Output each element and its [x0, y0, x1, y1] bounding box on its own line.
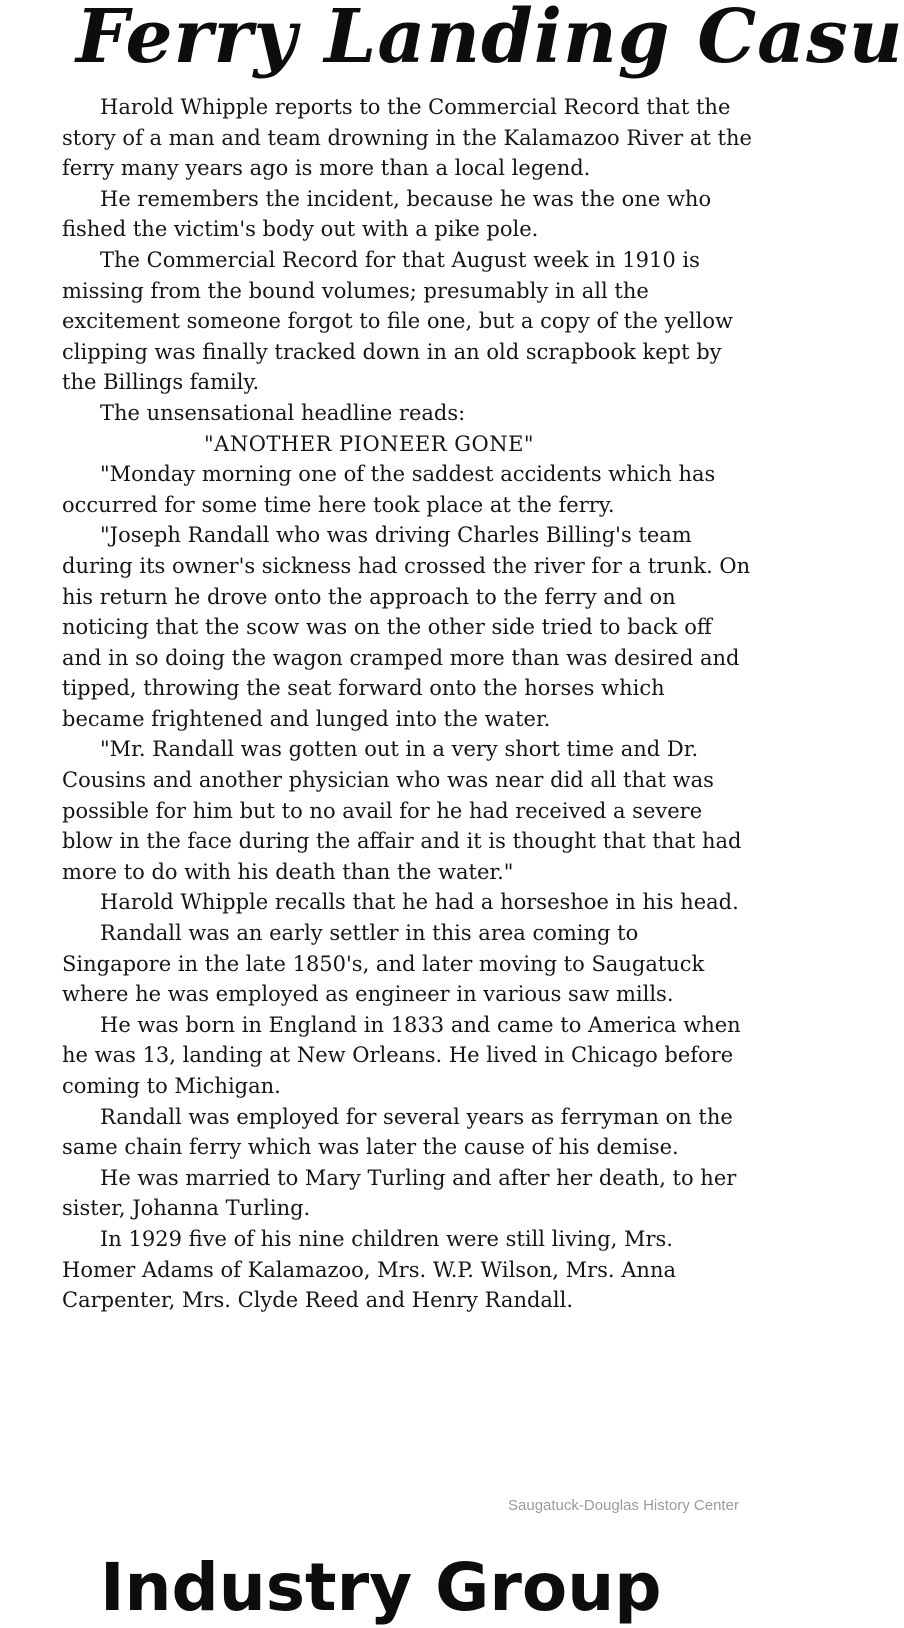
- article-body: [62, 92, 752, 1316]
- article-paragraph: The Commercial Record for that August week in 1910 is missing from the bound volumes; presumably in all the excitement someone forgot to file one, but a copy of the yellow clipping was finally tracked down in an old scrapbook kept by the Billings family.: [62, 247, 733, 395]
- article-paragraph: Harold Whipple reports to the Commercial Record that the story of a man and team drowning in the Kalamazoo River at the ferry many years ago is more than a local legend.: [62, 95, 752, 181]
- article-paragraph: He was born in England in 1833 and came to America when he was 13, landing at New Orleans. He lived in Chicago before coming to Michigan.: [62, 1012, 741, 1098]
- next-article-headline: Industry Group: [100, 1549, 662, 1626]
- article-paragraph: Randall was employed for several years as ferryman on the same chain ferry which was later the cause of his demise.: [62, 1104, 733, 1160]
- watermark: Saugatuck-Douglas History Center: [508, 1497, 739, 1514]
- article-paragraph: He remembers the incident, because he was the one who fished the victim's body out with a pike pole.: [62, 186, 712, 242]
- article-paragraph: "Monday morning one of the saddest accidents which has occurred for some time here took place at the ferry.: [62, 462, 716, 517]
- quoted-headline: "ANOTHER PIONEER GONE": [204, 431, 535, 456]
- article-paragraph: "Joseph Randall who was driving Charles Billing's team during its owner's sickness had crossed the river for a trunk. On his return he drove onto the approach to the ferry and on noticing that the scow was on the other side tried to back off and in so doing the wagon cramped more than was desired and tipped, throwing the seat forward onto the horses which became frightened and lunged into the water.: [62, 523, 751, 731]
- article-paragraph: In 1929 five of his nine children were still living, Mrs. Homer Adams of Kalamazoo, Mrs. W.P. Wilson, Mrs. Anna Carpenter, Mrs. Clyde Reed and Henry Randall.: [62, 1226, 677, 1313]
- article-paragraph: The unsensational headline reads:: [100, 400, 466, 425]
- article-paragraph: "Mr. Randall was gotten out in a very short time and Dr. Cousins and another physician who was near did all that was possible for him but to no avail for he had received a severe blow in the face during the affair and it is thought that that had more to do with his death than the water.": [62, 737, 742, 884]
- article-paragraph: Randall was an early settler in this area coming to Singapore in the late 1850's, and later moving to Saugatuck where he was employed as engineer in various saw mills.: [62, 921, 705, 1007]
- article-paragraph: He was married to Mary Turling and after her death, to her sister, Johanna Turling.: [62, 1165, 737, 1221]
- article-paragraph: Harold Whipple recalls that he had a horseshoe in his head.: [100, 890, 739, 915]
- article-headline: Ferry Landing Casu: [76, 0, 904, 80]
